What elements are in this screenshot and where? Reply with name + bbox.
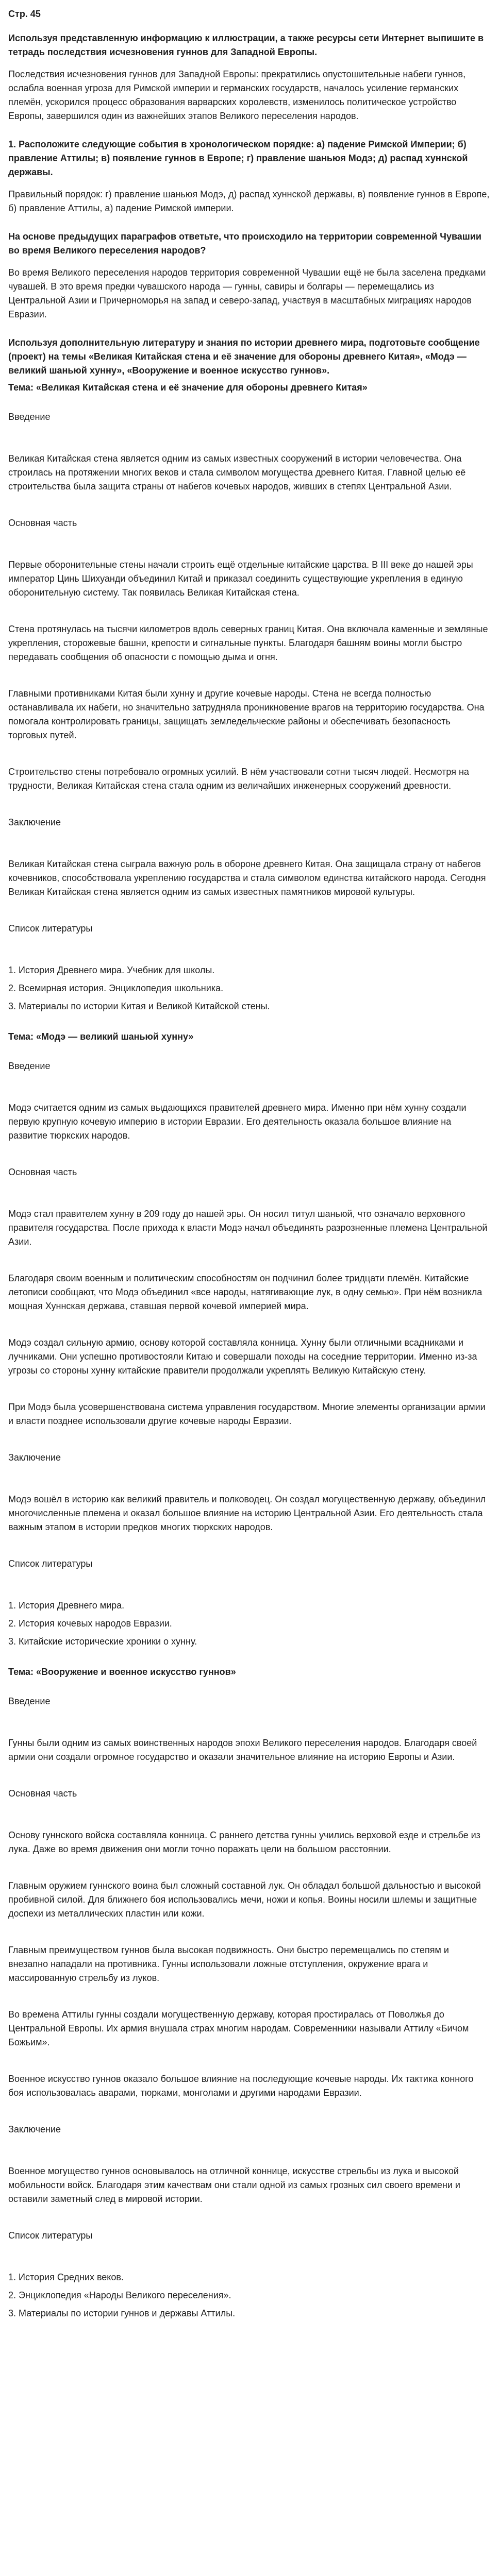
literature-list (8, 963, 491, 1013)
conclusion-paragraph: Военное могущество гуннов основывалось на отличной коннице, искусстве стрельбы из лука и высокой мобильности войск. Благодаря этим качествам они стали одной из самых грозных сил своего времени и оставили заметный след в мировой истории. (8, 2166, 460, 2204)
main-paragraph: Первые оборонительные стены начали строить ещё отдельные китайские царства. В III веке до нашей эры император Цинь Шихуанди объединил Китай и приказал соединить существующие укрепления в единую оборонительную систему. Так появилась Великая Китайская стена. (8, 560, 473, 598)
conclusion-paragraph: Великая Китайская стена сыграла важную роль в обороне древнего Китая. Она защищала страну от набегов кочевников, способствовала укреплению государства и стала символом единства китайского народа. Сегодня Великая Китайская стена является одним из самых известных памятников мировой культуры. (8, 859, 486, 897)
project-title: Тема: «Великая Китайская стена и её значение для обороны древнего Китая» (8, 382, 368, 393)
main-paragraph: Стена протянулась на тысячи километров вдоль северных границ Китая. Она включала каменные и земляные укрепления, сторожевые башни, крепости и сигнальные пункты. Благодаря башням воины могли быстро передавать сообщения об опасности с помощью дыма и огня. (8, 624, 488, 662)
literature-heading: Список литературы (8, 923, 93, 934)
main-paragraph: Модэ создал сильную армию, основу которой составляла конница. Хунну были отличными всадниками и лучниками. Они успешно противостояли Китаю и совершали походы на соседние территории. Именно из-за угрозы со стороны хунну китайские правители продолжали укреплять Великую Китайскую стену. (8, 1337, 477, 1376)
task1-answer: Правильный порядок: г) правление шаньюя Модэ, д) распад хуннской державы, в) появление гуннов в Европе, б) правление Аттилы, а) падение Римской империи. (8, 189, 490, 213)
main-paragraph: Военное искусство гуннов оказало большое влияние на последующие кочевые народы. Их тактика конного боя использовалась аварами, тюрками, монголами и другими народами Евразии. (8, 2074, 474, 2098)
project-mode (8, 1030, 491, 1649)
literature-item: 3. Китайские исторические хроники о хунну. (8, 1636, 197, 1647)
literature-heading: Список литературы (8, 1558, 93, 1569)
literature-item: 2. История кочевых народов Евразии. (8, 1618, 172, 1629)
intro-heading: Введение (8, 412, 51, 422)
task3-question: Используя дополнительную литературу и знания по истории древнего мира, подготовьте сообщение (проект) на темы «Великая Китайская стена и её значение для обороны древнего Китая», «Модэ — великий шаньюй хунну», «Вооружение и военное искусство гуннов». (8, 337, 480, 376)
task1-question: 1. Расположите следующие события в хронологическом порядке: а) падение Римской Империи; б) правление Аттилы; в) появление гуннов в Европе; г) правление шаньюя Модэ; д) распад хуннской державы. (8, 139, 468, 177)
literature-item: 1. История Древнего мира. (8, 1600, 125, 1611)
literature-item: 3. Материалы по истории гуннов и державы Аттилы. (8, 2308, 236, 2318)
literature-item: 2. Всемирная история. Энциклопедия школьника. (8, 983, 224, 993)
literature-item: 3. Материалы по истории Китая и Великой Китайской стены. (8, 1001, 270, 1011)
conclusion-heading: Заключение (8, 1452, 61, 1463)
conclusion-paragraph: Модэ вошёл в историю как великий правитель и полководец. Он создал могущественную державу, объединил многочисленные племена и оказал большое влияние на историю Центральной Азии. Его деятельность стала важным этапом в истории предков многих тюркских народов. (8, 1494, 486, 1532)
project-great-wall (8, 381, 491, 1013)
main-paragraph: Главными противниками Китая были хунну и другие кочевые народы. Стена не всегда полностью останавливала их набеги, но значительно затрудняла проникновение врагов на территорию государства. Она помогала контролировать границы, защищать земледельческие районы и обеспечивать безопасность торговых путей. (8, 688, 485, 740)
main-heading: Основная часть (8, 1167, 77, 1177)
intro-heading: Введение (8, 1061, 51, 1071)
main-paragraph: Главным оружием гуннского воина был сложный составной лук. Он обладал большой дальностью и высокой пробивной силой. Для ближнего боя использовались мечи, ножи и копья. Воины носили шлемы и защитные доспехи из металлических пластин или кожи. (8, 1880, 481, 1919)
literature-item: 1. История Древнего мира. Учебник для школы. (8, 965, 215, 975)
main-paragraph: Благодаря своим военным и политическим способностям он подчинил более тридцати племён. Китайские летописи сообщают, что Модэ объединил «все народы, натягивающие лук, в одну семью». При нём возникла мощная Хуннская держава, ставшая первой кочевой империей мира. (8, 1273, 483, 1311)
conclusion-heading: Заключение (8, 817, 61, 827)
main-paragraph: При Модэ была усовершенствована система управления государством. Многие элементы организации армии и власти позднее использовали другие кочевые народы Евразии. (8, 1402, 486, 1426)
conclusion-heading: Заключение (8, 2124, 61, 2134)
literature-item: 1. История Средних веков. (8, 2272, 124, 2282)
main-paragraph: Во времена Аттилы гунны создали могущественную державу, которая простиралась от Поволжья до Центральной Европы. Их армия внушала страх многим народам. Современники называли Аттилу «Бичом Божьим». (8, 2009, 469, 2047)
main-heading: Основная часть (8, 518, 77, 528)
literature-heading: Список литературы (8, 2230, 93, 2241)
literature-item: 2. Энциклопедия «Народы Великого переселения». (8, 2290, 231, 2300)
project-title: Тема: «Вооружение и военное искусство гуннов» (8, 1667, 236, 1677)
intro-heading: Введение (8, 1696, 51, 1706)
main-paragraph: Основу гуннского войска составляла конница. С раннего детства гунны учились верховой езде и стрельбе из лука. Даже во время движения они могли точно поражать цели на большом расстоянии. (8, 1830, 480, 1854)
main-paragraph: Строительство стены потребовало огромных усилий. В нём участвовали сотни тысяч людей. Несмотря на трудности, Великая Китайская стена стала одним из величайших инженерных сооружений древности. (8, 767, 469, 791)
intro-paragraph: Великая Китайская стена является одним из самых известных сооружений в истории человечества. Она строилась на протяжении многих веков и стала символом могущества древнего Китая. Главной целью её строительства была защита страны от набегов кочевых народов, живших в степях Центральной Азии. (8, 453, 466, 492)
intro-paragraph: Модэ считается одним из самых выдающихся правителей древнего мира. Именно при нём хунну создали первую крупную кочевую империю в истории Евразии. Его деятельность оказала большое влияние на развитие тюркских народов. (8, 1103, 467, 1141)
task2-question: На основе предыдущих параграфов ответьте, что происходило на территории современной Чувашии во время Великого переселения народов? (8, 231, 481, 256)
main-paragraph: Главным преимуществом гуннов была высокая подвижность. Они быстро перемещались по степям и внезапно нападали на противника. Гунны использовали ложные отступления, окружение врага и массированную стрельбу из луков. (8, 1945, 449, 1983)
main-heading: Основная часть (8, 1788, 77, 1799)
intro-paragraph: Гунны были одним из самых воинственных народов эпохи Великого переселения народов. Благодаря своей армии они создали огромное государство и оказали значительное влияние на историю Европы и Азии. (8, 1738, 477, 1762)
literature-list (8, 2270, 491, 2320)
project-huns-warfare (8, 1665, 491, 2320)
task2-answer: Во время Великого переселения народов территория современной Чувашии ещё не была заселена предками чувашей. В это время предки чувашского народа — гунны, савиры и болгары — перемещались из Центральной Азии и Причерноморья на запад и северо-запад, участвуя в масштабных миграциях народов Евразии. (8, 267, 486, 319)
intro-question: Используя представленную информацию к иллюстрации, а также ресурсы сети Интернет выпишите в тетрадь последствия исчезновения гуннов для Западной Европы. (8, 33, 484, 57)
main-paragraph: Модэ стал правителем хунну в 209 году до нашей эры. Он носил титул шаньюй, что означало верховного правителя государства. После прихода к власти Модэ начал объединять разрозненные племена Центральной Азии. (8, 1209, 488, 1247)
project-title: Тема: «Модэ — великий шаньюй хунну» (8, 1031, 194, 1042)
intro-answer: Последствия исчезновения гуннов для Западной Европы: прекратились опустошительные набеги гуннов, ослабла военная угроза для Римской империи и германских государств, началось усиление германских племён, ускорился процесс образования варварских королевств, изменилось политическое устройство Европы, завершился один из важнейших этапов Великого переселения народов. (8, 69, 466, 121)
literature-list (8, 1599, 491, 1649)
page-number-label: Стр. 45 (8, 9, 41, 19)
